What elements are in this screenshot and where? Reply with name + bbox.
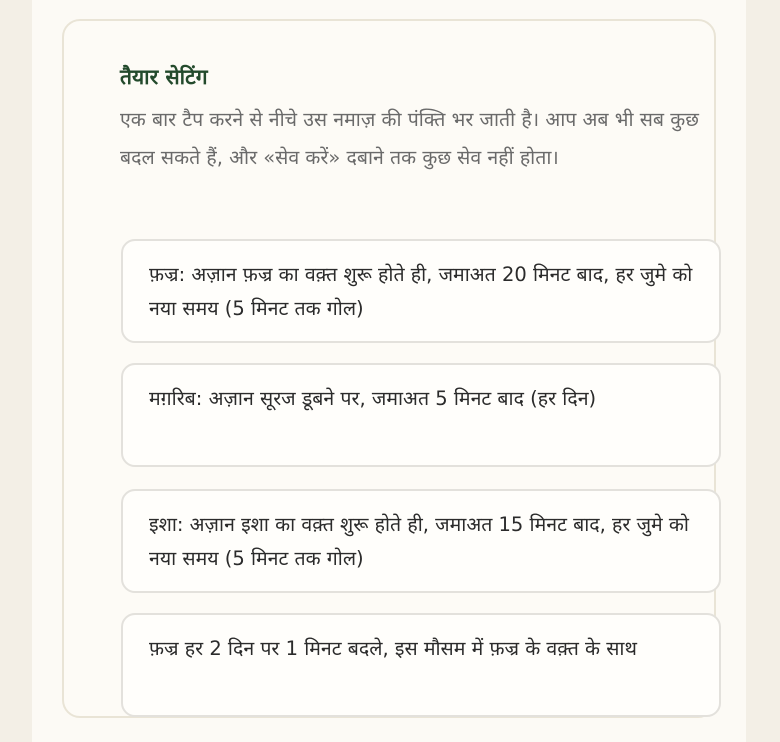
preset-isha-weekly[interactable]	[121, 489, 721, 593]
preset-fajr-weekly[interactable]	[121, 239, 721, 343]
preset-fajr-seasonal[interactable]	[121, 613, 721, 717]
preset-label: मग़रिब: अज़ान सूरज डूबने पर, जमाअत 5 मिनट बाद (हर दिन)	[149, 387, 597, 410]
preset-label: फ़ज्र हर 2 दिन पर 1 मिनट बदले, इस मौसम में फ़ज्र के वक़्त के साथ	[149, 637, 637, 660]
preset-label: फ़ज्र: अज़ान फ़ज्र का वक़्त शुरू होते ही, जमाअत 20 मिनट बाद, हर जुमे को नया समय (5 मिनट तक गोल)	[149, 263, 693, 320]
presets-title: तैयार सेटिंग	[120, 65, 208, 89]
presets-description: एक बार टैप करने से नीचे उस नमाज़ की पंक्ति भर जाती है। आप अब भी सब कुछ बदल सकते हैं, और «सेव करें» दबाने तक कुछ सेव नहीं होता।	[120, 108, 699, 169]
preset-maghrib-daily[interactable]	[121, 363, 721, 467]
preset-label: इशा: अज़ान इशा का वक़्त शुरू होते ही, जमाअत 15 मिनट बाद, हर जुमे को नया समय (5 मिनट तक गोल)	[149, 513, 689, 570]
page-column	[32, 0, 746, 742]
presets-card	[62, 19, 716, 718]
